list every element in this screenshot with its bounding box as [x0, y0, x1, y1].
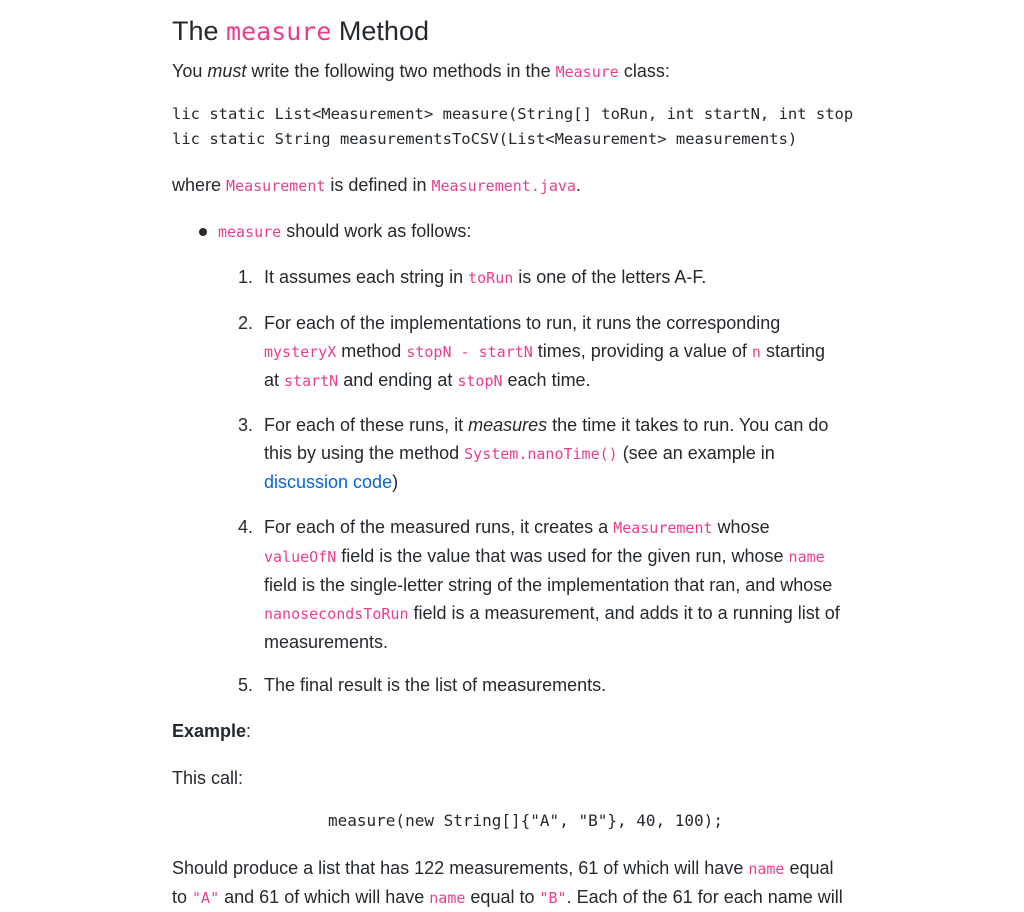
step-text: field is the single-letter string of the implementation that ran, and whose	[264, 575, 833, 595]
result-paragraph	[172, 854, 843, 912]
step-text: is one of the letters A-F.	[518, 267, 707, 287]
signatures-code-block	[172, 102, 880, 151]
result-text: Should produce a list that has 122 measurements, 61 of which will have	[172, 858, 744, 878]
step-text: times, providing a value of	[537, 341, 747, 361]
step-number: 1.	[238, 267, 254, 287]
step-text: For each of these runs, it	[264, 415, 464, 435]
step-text: and ending at	[343, 370, 453, 390]
step-item-2	[264, 309, 884, 395]
bullet-item	[218, 217, 471, 246]
example-bold: Example	[172, 721, 247, 741]
inline-code: "A"	[192, 889, 220, 907]
intro-text: class:	[623, 61, 670, 81]
step-text: whose	[717, 517, 770, 537]
inline-code: Measurement	[613, 519, 713, 537]
step-emphasis: measures	[468, 415, 548, 435]
section-heading	[172, 13, 429, 50]
heading-suffix: Method	[338, 16, 429, 46]
step-text: )	[392, 472, 399, 492]
step-text: For each of the measured runs, it creates a	[264, 517, 609, 537]
where-text: .	[576, 175, 582, 195]
inline-code: Measurement.java	[431, 177, 576, 195]
step-item-1	[264, 263, 884, 292]
inline-code: System.nanoTime()	[464, 445, 618, 463]
bullet-dot	[199, 228, 207, 236]
inline-code: n	[751, 343, 761, 361]
inline-code: name	[748, 860, 785, 878]
inline-code: mysteryX	[264, 343, 337, 361]
heading-prefix: The	[172, 16, 219, 46]
step-text: field is the value that was used for the given run, whose	[341, 546, 784, 566]
step-number: 5.	[238, 675, 254, 695]
where-text: is defined in	[330, 175, 427, 195]
inline-code: Measure	[555, 63, 619, 81]
result-text: equal	[789, 858, 834, 878]
inline-code: measure	[218, 223, 282, 241]
step-item-5	[264, 671, 884, 699]
example-label	[172, 717, 251, 745]
this-call-text: This call:	[172, 768, 244, 788]
inline-code: toRun	[468, 269, 514, 287]
step-text: It assumes each string in	[264, 267, 464, 287]
inline-code: startN	[284, 372, 339, 390]
step-text: starting	[765, 341, 825, 361]
inline-code: valueOfN	[264, 548, 337, 566]
step-item-3	[264, 411, 884, 496]
where-text: where	[172, 175, 222, 195]
step-item-4	[264, 513, 884, 656]
step-text: method	[341, 341, 402, 361]
inline-code: stopN	[457, 372, 503, 390]
step-text: field is a measurement, and adds it to a running list of	[413, 603, 840, 623]
intro-text: You	[172, 61, 203, 81]
signature-line: lic static String measurementsToCSV(List<Measurement> measurements)	[172, 129, 798, 148]
inline-code: Measurement	[226, 177, 326, 195]
step-text: each time.	[507, 370, 591, 390]
result-text: to	[172, 887, 188, 907]
inline-code: stopN - startN	[406, 343, 533, 361]
example-colon: :	[246, 721, 252, 741]
inline-code: "B"	[539, 889, 567, 907]
discussion-code-link[interactable]: discussion code	[264, 472, 393, 492]
example-call-code: measure(new String[]{"A", "B"}, 40, 100);	[328, 811, 723, 830]
step-number: 3.	[238, 415, 254, 435]
step-text: measurements.	[264, 632, 389, 652]
heading-code: measure	[226, 17, 332, 46]
step-text: at	[264, 370, 280, 390]
step-text: this by using the method	[264, 443, 460, 463]
step-number: 2.	[238, 313, 254, 333]
signature-line: lic static List<Measurement> measure(String[] toRun, int startN, int stop	[172, 105, 854, 123]
step-number: 4.	[238, 517, 254, 537]
intro-emphasis: must	[207, 61, 247, 81]
step-text: (see an example in	[622, 443, 775, 463]
step-text: The final result is the list of measurements.	[264, 675, 607, 695]
result-text: equal to	[470, 887, 535, 907]
inline-code: nanosecondsToRun	[264, 605, 409, 623]
inline-code: name	[429, 889, 466, 907]
result-text: and 61 of which will have	[224, 887, 425, 907]
bullet-text: should work as follows:	[286, 221, 472, 241]
step-text: the time it takes to run. You can do	[552, 415, 829, 435]
inline-code: name	[788, 548, 825, 566]
step-text: For each of the implementations to run, it runs the corresponding	[264, 313, 781, 333]
result-text: . Each of the 61 for each name will	[566, 887, 843, 907]
intro-text: write the following two methods in the	[251, 61, 551, 81]
where-paragraph	[172, 171, 581, 200]
intro-paragraph	[172, 57, 670, 86]
